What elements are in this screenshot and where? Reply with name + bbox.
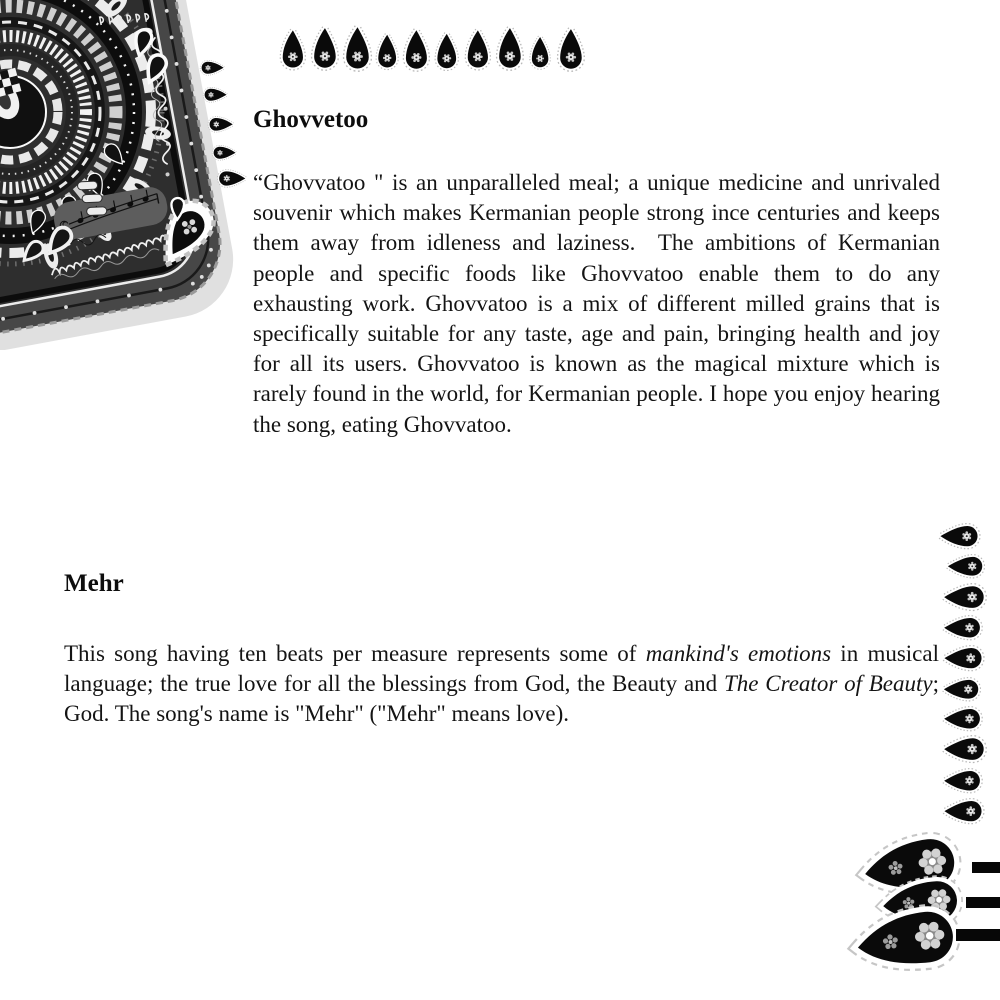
paisley-icon bbox=[341, 25, 371, 73]
paisley-icon bbox=[216, 168, 247, 187]
paisley-icon bbox=[463, 28, 490, 72]
mehr-text-italic-creator: The Creator of Beauty bbox=[723, 671, 933, 697]
paisley-icon bbox=[199, 59, 225, 75]
section-heading-mehr: Mehr bbox=[64, 570, 124, 597]
large-paisley-icon bbox=[845, 900, 973, 978]
paisley-icon bbox=[942, 736, 988, 765]
mehr-text-mid: in musical language; the true love for all the blessings from God, the Beauty and bbox=[64, 641, 939, 697]
paisley-icon bbox=[942, 707, 984, 733]
mehr-text-lead: This song having ten beats per measure represents some of bbox=[64, 641, 646, 666]
paisley-ornament-row-top bbox=[278, 25, 590, 77]
paisley-icon bbox=[946, 555, 986, 580]
paisley-icon bbox=[401, 28, 429, 73]
mehr-paragraph bbox=[64, 639, 939, 730]
divider-bar bbox=[956, 929, 1000, 941]
ghovvetoo-paragraph: “Ghovvatoo " is an unparalleled meal; a unique medicine and unrivaled souvenir which makes Kermanian people strong ince centuries and keeps them away from idleness and laziness. The ambitions of Kermanian people and specific foods like Ghovvatoo enable them to do any exhausting work. Ghovvatoo is a mix of different milled grains that is specifically suitable for any taste, age and pain, bringing health and joy for all its users. Ghovvatoo is known as the magical mixture which is rarely found in the world, for Kermanian people. I hope you enjoy hearing the song, eating Ghovvatoo. bbox=[253, 170, 946, 437]
paisley-icon bbox=[942, 646, 986, 673]
paisley-icon bbox=[938, 524, 982, 551]
paisley-icon bbox=[433, 32, 458, 72]
paisley-ornament-column-right bbox=[934, 524, 988, 826]
divider-bar bbox=[972, 862, 1000, 873]
paisley-icon bbox=[207, 115, 234, 132]
section-heading-ghovvetoo: Ghovvetoo bbox=[253, 106, 369, 133]
paisley-icon bbox=[555, 27, 584, 73]
divider-bar bbox=[966, 897, 1000, 908]
mehr-text-italic-emotions: mankind's emotions bbox=[645, 641, 832, 666]
paisley-icon bbox=[942, 616, 984, 642]
paisley-icon bbox=[942, 584, 988, 613]
paisley-icon bbox=[211, 144, 237, 160]
paisley-icon bbox=[528, 35, 550, 71]
paisley-icon bbox=[309, 26, 338, 72]
paisley-icon bbox=[942, 769, 984, 795]
paisley-icon bbox=[942, 678, 982, 703]
paisley-icon bbox=[278, 28, 305, 72]
paisley-icon bbox=[202, 86, 228, 102]
paisley-ornament-cluster-bottom bbox=[842, 828, 1000, 986]
paisley-icon bbox=[374, 33, 398, 71]
mehr-text-tail: ; God. The song's name is "Mehr" ("Mehr" means love). bbox=[64, 671, 939, 727]
paisley-icon bbox=[942, 799, 986, 826]
paisley-icon bbox=[494, 26, 523, 72]
